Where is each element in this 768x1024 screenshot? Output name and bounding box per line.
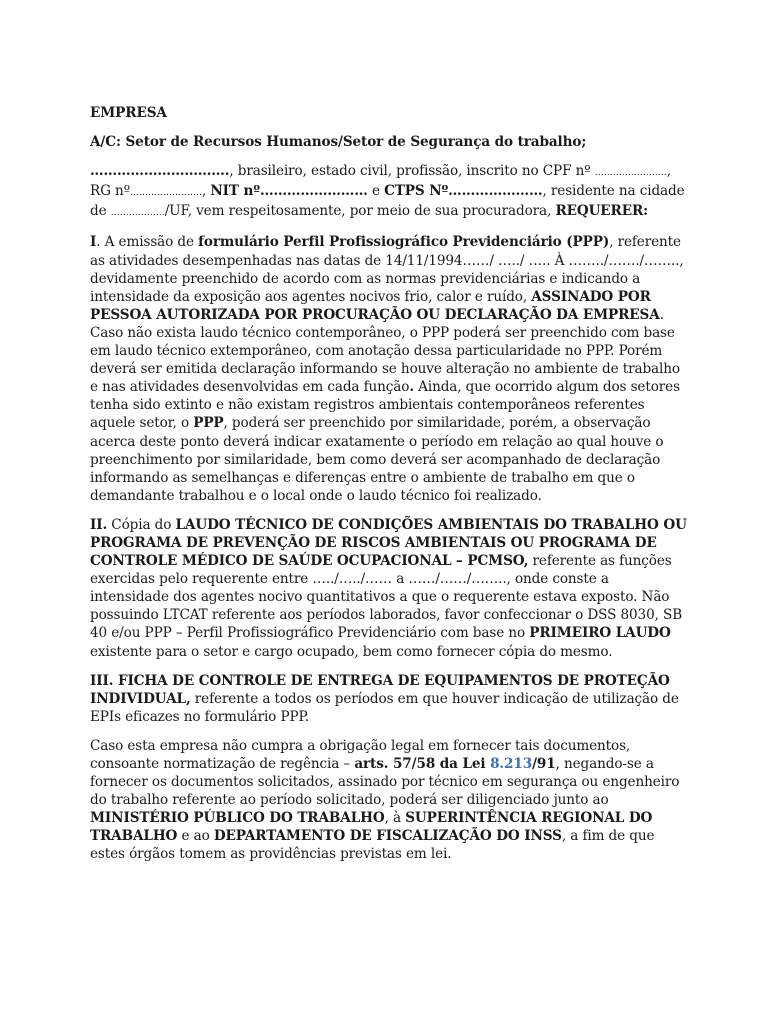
attention-line-text: A/C: Setor de Recursos Humanos/Setor de Segurança do trabalho;: [90, 134, 587, 151]
closing-text-5: , a fim de que estes órgãos tomem as providências previstas em lei.: [90, 828, 655, 863]
qualification-paragraph: [90, 162, 690, 222]
law-link[interactable]: 8.213: [490, 756, 533, 772]
item-3-bold-1: III. FICHA DE CONTROLE DE ENTREGA DE EQUIPAMENTOS DE PROTEÇÃO INDIVIDUAL,: [90, 672, 670, 707]
cpf-blank: ……………………: [594, 168, 667, 179]
closing-bold-4: SUPERINTÊNCIA REGIONAL DO TRABALHO: [90, 810, 653, 845]
ctps-label: CTPS Nº…………………: [384, 183, 543, 200]
closing-text-2: , negando-se a fornecer os documentos solicitados, assinado por técnico em segurança ou engenheiro do trabalho referente ao período solicitado, poderá ser diligenciado junto ao: [90, 756, 680, 809]
item-1-bold-2: ASSINADO POR PESSOA AUTORIZADA POR PROCURAÇÃO OU DECLARAÇÃO DA EMPRESA: [90, 288, 660, 323]
item-3-paragraph: [90, 672, 690, 726]
item-1-paragraph: [90, 233, 690, 504]
closing-bold-2: /91: [532, 756, 556, 772]
closing-text-3: , à: [384, 810, 406, 827]
nit-label: NIT nº……………………: [210, 183, 368, 200]
item-1-text-2: , referente as atividades desempenhadas nas datas de 14/11/1994……/ …../ ….. À ……../……./…….., devidamente preenchido de acordo com as normas previdenciárias e indicando a intensidade da exposição aos agentes nocivos frio, calor e ruído,: [90, 234, 684, 305]
rg-blank: ……………………: [129, 188, 202, 199]
item-2-text-2: referente as funções exercidas pelo requerente entre …../…../…… a ……/……/…….., onde conste a intensidade dos agentes nocivo quantitativos a que o requerente estava exposto. Não possuindo LTCAT referente aos períodos laborados, favor confeccionar o DSS 8030, SB 40 e/ou PPP – Perfil Profissiográfico Previdenciário com base no: [90, 553, 683, 642]
requerer-label: REQUERER:: [555, 203, 649, 220]
qualification-text-6: /UF, vem respeitosamente, por meio de sua procuradora,: [164, 203, 556, 220]
qualification-text-5: , residente na cidade de: [90, 183, 685, 220]
item-1-text-1: . A emissão de: [96, 234, 199, 251]
closing-text-1: Caso esta empresa não cumpra a obrigação legal em fornecer tais documentos, consoante normatização de regência –: [90, 737, 631, 772]
closing-bold-3: MINISTÉRIO PÚBLICO DO TRABALHO: [90, 810, 385, 827]
closing-text-4: e ao: [177, 828, 214, 845]
item-1-text-3: . Caso não exista laudo técnico contemporâneo, o PPP poderá ser preenchido com base em laudo técnico extemporâneo, com anotação dessa particularidade no PPP. Porém deverá ser emitida declaração informando se houve alteração no ambiente de trabalho e nas atividades desenvolvidas em cada função: [90, 306, 680, 396]
qualification-text-3: ,: [201, 183, 211, 200]
item-2-text-1: Cópia do: [107, 516, 176, 533]
item-2-bold-2: PRIMEIRO LAUDO: [529, 625, 671, 642]
item-1-bold-1: formulário Perfil Profissiográfico Previdenciário (PPP): [198, 234, 610, 251]
item-2-bold-1: LAUDO TÉCNICO DE CONDIÇÕES AMBIENTAIS DO TRABALHO OU PROGRAMA DE PREVENÇÃO DE RISCOS AMBIENTAIS OU PROGRAMA DE CONTROLE MÉDICO DE SAÚDE OCUPACIONAL – PCMSO,: [90, 516, 687, 570]
item-1-number: I: [90, 234, 97, 251]
item-2-paragraph: [90, 516, 690, 661]
qualification-text-4: e: [367, 183, 385, 200]
qualification-text-2: , RG nº: [90, 163, 671, 200]
item-1-bold-3: .: [409, 379, 414, 396]
item-1-bold-4: PPP: [193, 415, 224, 432]
closing-bold-1: arts. 57/58 da Lei: [354, 756, 491, 772]
item-2-number: II.: [90, 516, 108, 533]
item-3-text-1: referente a todos os períodos em que houver indicação de utilização de EPIs eficazes no formulário PPP.: [90, 690, 679, 725]
attention-line: [90, 133, 690, 151]
item-2-text-3: existente para o setor e cargo ocupado, bem como fornecer cópia do mesmo.: [90, 643, 613, 660]
item-1-text-4: Ainda, que ocorrido algum dos setores tenha sido extinto e não existam registros ambientais contemporâneos referentes aquele setor, o: [90, 379, 680, 432]
closing-bold-5: DEPARTAMENTO DE FISCALIZAÇÃO DO INSS: [213, 828, 562, 845]
name-blank: ………………………….: [90, 163, 230, 180]
company-heading: [90, 104, 690, 122]
closing-paragraph: [90, 737, 690, 864]
company-heading-text: EMPRESA: [90, 105, 167, 121]
item-1-text-5: , poderá ser preenchido por similaridade, porém, a observação acerca deste ponto deverá indicar exatamente o período em relação ao qual houve o preenchimento por similaridade, bem como deverá ser acompanhado de declaração informando as semelhanças e diferenças entre o ambiente de trabalho em que o demandante trabalhou e o local onde o laudo técnico foi realizado.: [90, 415, 664, 504]
city-blank: ………………: [110, 208, 165, 219]
qualification-text-1: , brasileiro, estado civil, profissão, inscrito no CPF nº: [229, 163, 595, 180]
